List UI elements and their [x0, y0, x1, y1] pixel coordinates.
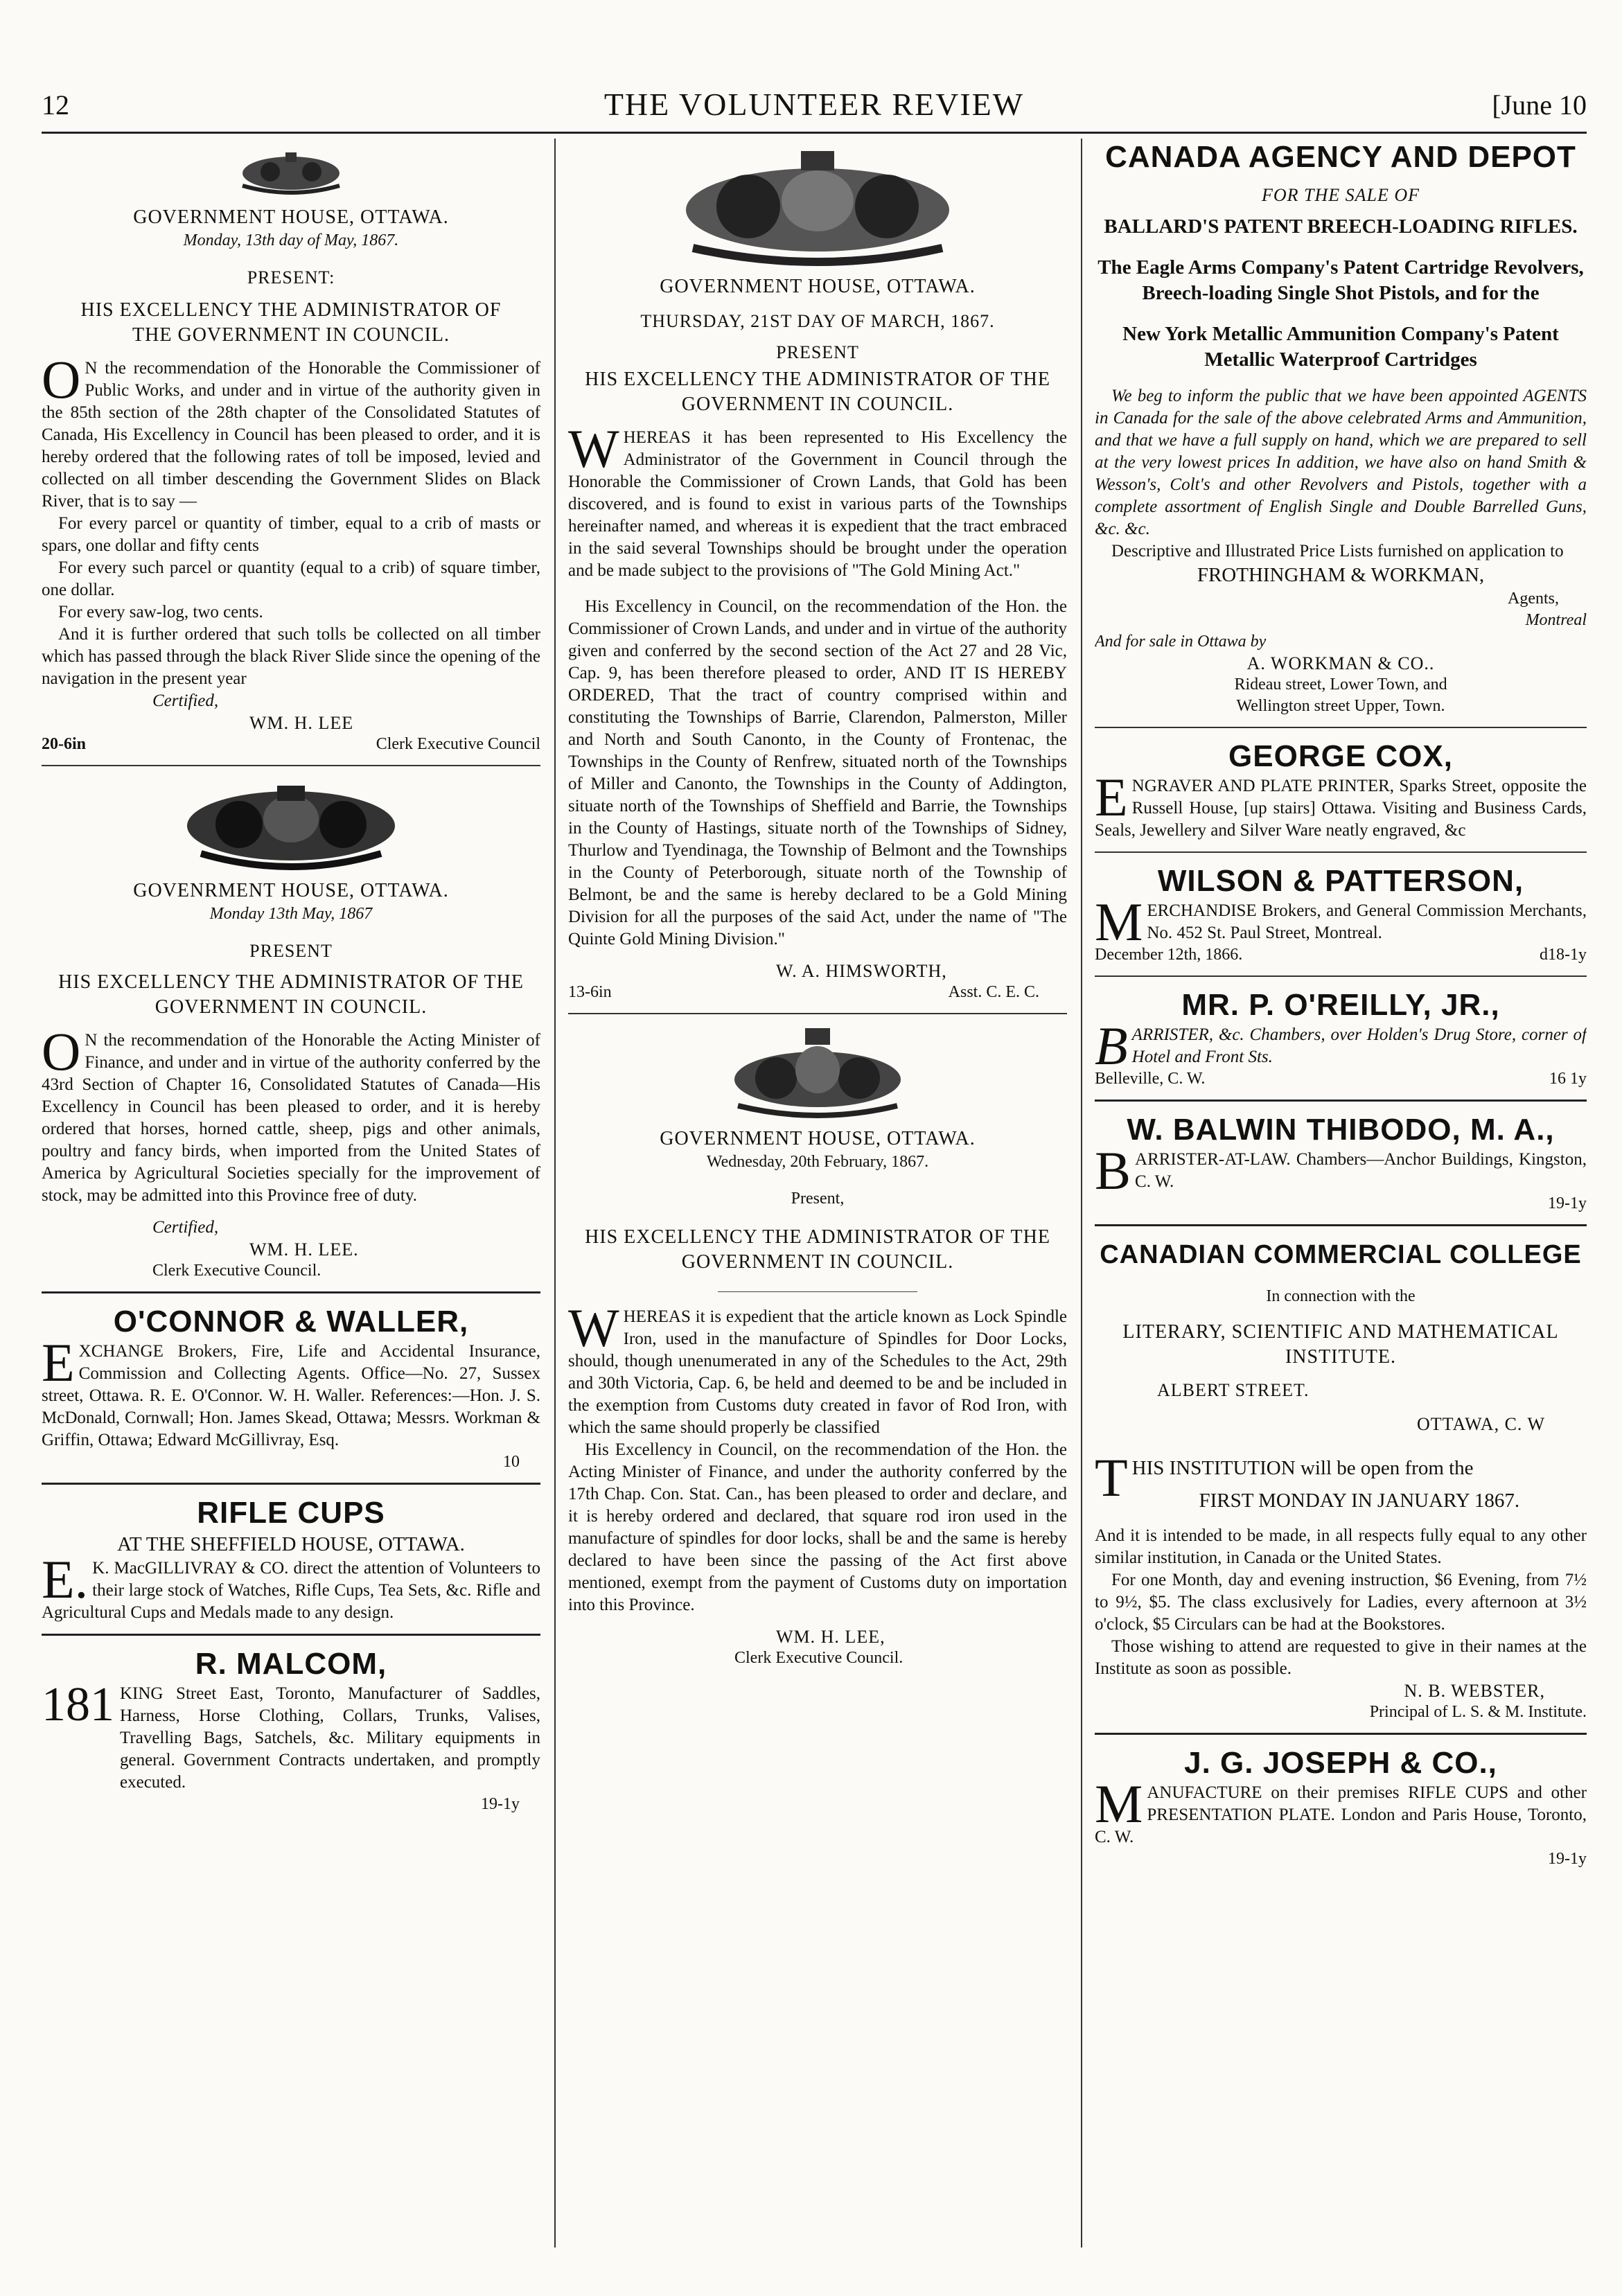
ad-title: CANADIAN COMMERCIAL COLLEGE — [1100, 1240, 1582, 1269]
divider — [1095, 1224, 1587, 1226]
page-header — [42, 83, 1587, 134]
divider — [42, 765, 540, 766]
notice-present: PRESENT — [249, 941, 333, 961]
divider — [42, 1291, 540, 1293]
ad-ref: 16 1y — [1549, 1070, 1587, 1088]
notice-rate: For every parcel or quantity of timber, equal to a crib of masts or spars, one dollar and fifty cents — [42, 514, 540, 555]
ad-title: WILSON & PATTERSON, — [1157, 864, 1524, 898]
ad-body: MERCHANDISE Brokers, and General Commission Merchants, No. 452 St. Paul Street, Montreal. — [1095, 892, 1587, 952]
ad-body: Descriptive and Illustrated Price Lists furnished on application to — [1111, 542, 1564, 560]
notice-signer-title: Clerk Executive Council. — [152, 1262, 321, 1280]
ad-body: We beg to inform the public that we have been appointed AGENTS in Canada for the sale of the above celebrated Arms and Ammunition, and that we have a full supply on hand, which we are prepared to sell at the very lowest prices In addition, we have also on hand Smith & Wesson's, Colt's and other Revolvers and Pistols, together with a complete assortment of English Single and Double Barrelled Guns, &c. &c. — [1095, 387, 1587, 538]
royal-arms-emblem-icon — [42, 144, 540, 200]
notice-present: PRESENT — [776, 342, 859, 362]
ad-agents: Agents, — [1508, 590, 1559, 608]
divider — [42, 1483, 540, 1485]
notice-certified: Certified, — [152, 691, 219, 710]
ad-place: Belleville, C. W. — [1095, 1070, 1206, 1088]
page-number: 12 — [42, 89, 69, 121]
notice-present: Present, — [791, 1190, 845, 1208]
divider — [1095, 975, 1587, 977]
notice-signer: WM. H. LEE — [249, 713, 354, 733]
ad-opening: FIRST MONDAY IN JANUARY 1867. — [1199, 1490, 1520, 1512]
ad-signer-title: Principal of L. S. & M. Institute. — [1369, 1703, 1587, 1721]
notice-certified: Certified, — [152, 1218, 219, 1237]
notice-body: And it is further ordered that such tolls be collected on all timber which has passed through the black River Slide since the opening of the navigation in the present year — [42, 625, 540, 688]
ad-rifle-cups — [42, 1494, 540, 1624]
notice-signer-title: Asst. C. E. C. — [948, 983, 1039, 1001]
column-2 — [568, 139, 1067, 2248]
divider — [42, 1634, 540, 1636]
column-divider — [554, 139, 556, 2248]
divider — [1095, 1733, 1587, 1735]
ad-title: R. MALCOM, — [195, 1647, 387, 1681]
notice-ref: 20-6in — [42, 735, 87, 753]
ad-commercial-college — [1095, 1236, 1587, 1723]
ad-canada-agency — [1095, 139, 1587, 717]
divider — [1095, 851, 1587, 853]
ad-joseph — [1095, 1745, 1587, 1870]
divider — [568, 1013, 1067, 1014]
ad-title: MR. P. O'REILLY, JR., — [1181, 988, 1500, 1022]
ad-line: LITERARY, SCIENTIFIC AND MATHEMATICAL INSTITUTE. — [1122, 1321, 1559, 1368]
notice-place: GOVERNMENT HOUSE, OTTAWA. — [660, 276, 976, 297]
ad-line: New York Metallic Ammunition Company's Patent Metallic Waterproof Cartridges — [1122, 323, 1559, 371]
royal-arms-emblem-icon — [568, 144, 1067, 269]
ad-ref: 10 — [503, 1453, 520, 1471]
notice-place: GOVERNMENT HOUSE, OTTAWA. — [133, 206, 449, 228]
ad-firm: FROTHINGHAM & WORKMAN, — [1197, 564, 1485, 586]
column-3 — [1095, 139, 1587, 2248]
notice-body: WHEREAS it is expedient that the article known as Lock Spindle Iron, used in the manufacture of Spindles for Door Locks, should, though unenumerated in any of the Schedules to the Act, 29th and 30th Victoria, Cap. 6, be held and deemed to be and be included in the exemption from Customs duty created in favor of Rod Iron, with which the same should properly be classified — [568, 1298, 1067, 1437]
notice-date: Wednesday, 20th February, 1867. — [706, 1153, 929, 1171]
notice-date: THURSDAY, 21ST DAY OF MARCH, 1867. — [640, 311, 995, 331]
ad-oreilly — [1095, 987, 1587, 1090]
notice-black-river-tolls — [42, 144, 540, 755]
ad-body: For one Month, day and evening instruction, $6 Evening, from 7½ to 9½, $5. The class exclusively for Ladies, every afternoon at 3½ o'clock, $5 Circulars can be had at the Bookstores. — [1095, 1571, 1587, 1634]
ad-body: Those wishing to attend are requested to give in their names at the Institute as soon as possible. — [1095, 1637, 1587, 1678]
ad-street: ALBERT STREET. — [1157, 1380, 1310, 1400]
notice-body: His Excellency in Council, on the recommendation of the Hon. the Commissioner of Crown Lands, and under and in virtue of the authority given and conferred by the second section of the Act 27 and 28 Vic, Cap. 9, has been therefore pleased to order, AND IT IS HEREBY ORDERED, That the tract of country comprised within and constituting the Townships of Barrie, Clarendon, Palmerston, Miller and North and South Canonto, in the County of Frontenac, the Townships in the County of Renfrew, situated north of the Townships of Miller and Canonto, the Townships in the County of Addington, situate north of the Townships of Sheffield and Barrie, the Townships in the County of Hastings, situate north of the Townships of Sidney, Thurlow and Tyendinaga, the Township of Belmont and the Townships in the County of Peterborough, situate north of the Township of Belmont, be and the same is hereby declared to be a Gold Mining Division for all the purposes of the said Act, under the name of "The Quinte Gold Mining Division." — [568, 597, 1067, 948]
notice-heading: HIS EXCELLENCY THE ADMINISTRATOR OF THE GOVERNMENT IN COUNCIL. — [585, 369, 1050, 415]
notice-rate: For every saw-log, two cents. — [58, 603, 263, 621]
ad-city: OTTAWA, C. W — [1417, 1414, 1545, 1434]
masthead-title: THE VOLUNTEER REVIEW — [603, 87, 1025, 122]
ad-body: MANUFACTURE on their premises RIFLE CUPS and other PRESENTATION PLATE. London and Paris House, Toronto, C. W. — [1095, 1774, 1587, 1846]
ad-title: CANADA AGENCY AND DEPOT — [1105, 140, 1576, 174]
ad-address: Wellington street Upper, Town. — [1236, 697, 1445, 715]
column-1 — [42, 139, 540, 2248]
ad-wilson-patterson — [1095, 863, 1587, 966]
ad-thibodo — [1095, 1111, 1587, 1215]
notice-signer-title: Clerk Executive Council. — [734, 1649, 903, 1667]
ad-firm: A. WORKMAN & CO.. — [1246, 653, 1435, 673]
notice-lock-spindle-iron — [568, 1024, 1067, 1669]
ad-street-number: 181 — [42, 1678, 114, 1731]
ad-for-sale: FOR THE SALE OF — [1261, 185, 1420, 205]
ad-subtitle: AT THE SHEFFIELD HOUSE, OTTAWA. — [117, 1533, 465, 1555]
ad-ref: 19-1y — [1548, 1194, 1587, 1212]
ad-george-cox — [1095, 738, 1587, 842]
notice-body: WHEREAS it has been represented to His Excellency the Administrator of the Government in Council through the Honorable the Commissioner of Crown Lands, that Gold has been discovered, and is found to exist in various parts of the Townships hereinafter named, and whereas it is expedient that the tract embraced in the said several Townships should be brought under the operation and be made subject to the provisions of "The Gold Mining Act." — [568, 418, 1067, 580]
ad-body: KING Street East, Toronto, Manufacturer of Saddles, Harness, Horse Clothing, Collars, Trunks, Valises, Travelling Bags, Satchels, &c. Military equipments in general. Government Contracts undertaken, and promptly executed. — [120, 1684, 540, 1792]
notice-signer: WM. H. LEE. — [249, 1239, 359, 1260]
ad-title: RIFLE CUPS — [197, 1496, 385, 1530]
ad-body: BARRISTER, &c. Chambers, over Holden's Drug Store, corner of Hotel and Front Sts. — [1095, 1016, 1587, 1076]
ad-title: J. G. JOSEPH & CO., — [1184, 1746, 1497, 1780]
ad-ottawa: And for sale in Ottawa by — [1095, 633, 1267, 651]
notice-place: GOVENRMENT HOUSE, OTTAWA. — [133, 880, 449, 901]
ad-ref: 19-1y — [1548, 1850, 1587, 1868]
ad-line: The Eagle Arms Company's Patent Cartridge Revolvers, Breech-loading Single Shot Pistols, and for the — [1098, 256, 1584, 304]
ad-ref: d18-1y — [1540, 946, 1587, 964]
ad-body: BARRISTER-AT-LAW. Chambers—Anchor Buildings, Kingston, C. W. — [1095, 1140, 1587, 1201]
royal-arms-emblem-icon — [568, 1024, 1067, 1121]
notice-gold-mining — [568, 144, 1067, 1003]
divider — [1095, 1100, 1587, 1102]
divider — [718, 1291, 917, 1292]
ad-ref: 19-1y — [481, 1795, 520, 1813]
ad-body: ENGRAVER AND PLATE PRINTER, Sparks Street, opposite the Russell House, [up stairs] Ottawa. Visiting and Business Cards, Seals, Jewellery and Silver Ware neatly engraved, &c — [1095, 767, 1587, 840]
notice-place: GOVERNMENT HOUSE, OTTAWA. — [660, 1128, 976, 1149]
notice-heading: HIS EXCELLENCY THE ADMINISTRATOR OF THE GOVERNMENT IN COUNCIL. — [80, 299, 502, 346]
notice-signer: WM. H. LEE, — [776, 1627, 885, 1647]
ad-oconnor-waller — [42, 1303, 540, 1473]
ad-line: BALLARD'S PATENT BREECH-LOADING RIFLES. — [1104, 215, 1578, 238]
notice-livestock-duty — [42, 776, 540, 1282]
ad-body: THIS INSTITUTION will be open from the — [1095, 1447, 1474, 1508]
ad-malcom — [42, 1645, 540, 1815]
ad-title: O'CONNOR & WALLER, — [113, 1305, 469, 1339]
notice-present: PRESENT: — [247, 267, 335, 288]
notice-heading: HIS EXCELLENCY THE ADMINISTRATOR OF THE GOVERNMENT IN COUNCIL. — [585, 1226, 1050, 1273]
notice-heading: HIS EXCELLENCY THE ADMINISTRATOR OF THE GOVERNMENT IN COUNCIL. — [58, 971, 524, 1018]
notice-date: Monday 13th May, 1867 — [209, 905, 373, 923]
notice-date: Monday, 13th day of May, 1867. — [183, 231, 399, 249]
ad-body: And it is intended to be made, in all respects fully equal to any other similar institution, in Canada or the United States. — [1095, 1526, 1587, 1567]
ad-title: W. BALWIN THIBODO, M. A., — [1127, 1113, 1555, 1147]
column-divider — [1081, 139, 1082, 2248]
ad-address: Rideau street, Lower Town, and — [1234, 675, 1447, 694]
ad-date: December 12th, 1866. — [1095, 946, 1243, 964]
ad-city: Montreal — [1525, 611, 1587, 629]
notice-ref: 13-6in — [568, 983, 612, 1001]
ad-body: EXCHANGE Brokers, Fire, Life and Accidental Insurance, Commission and Collecting Agents. Office—No. 27, Sussex street, Ottawa. R. E. O'Connor. W. H. Waller. References:—Hon. J. S. McDonald, Cornwall; Hon. James Skead, Ottawa; Messrs. Workman & Griffin, Ottawa; Edward McGillivray, Esq. — [42, 1332, 540, 1449]
notice-signer: W. A. HIMSWORTH, — [776, 961, 947, 981]
royal-arms-emblem-icon — [42, 776, 540, 873]
ad-body: E.K. MacGILLIVRAY & CO. direct the attention of Volunteers to their large stock of Watches, Rifle Cups, Tea Sets, &c. Rifle and Agricultural Cups and Medals made to any design. — [42, 1549, 540, 1622]
notice-body: His Excellency in Council, on the recommendation of the Hon. the Acting Minister of Finance, and under the authority conferred by the 17th Chap. Con. Stat. Can., has been pleased to order and declare, and it is hereby ordered and declared, that square rod iron used in the manufacture of spindles for door locks, shall be and the same is hereby declared to have been since the passing of the Act first above mentioned, exempt from the payment of Customs duty on importation into this Province. — [568, 1440, 1067, 1614]
ad-line: In connection with the — [1266, 1287, 1416, 1305]
notice-signer-title: Clerk Executive Council — [376, 735, 540, 753]
divider — [1095, 727, 1587, 728]
ad-signer: N. B. WEBSTER, — [1404, 1681, 1545, 1701]
notice-rate: For every such parcel or quantity (equal to a crib) of square timber, one dollar. — [42, 558, 540, 599]
ad-title: GEORGE COX, — [1228, 739, 1453, 773]
notice-body: ON the recommendation of the Honorable the Acting Minister of Finance, and under and in virtue of the authority conferred by the 43rd Section of Chapter 16, Consolidated Statutes of Canada—His Excellency in Council has been pleased to order, and it is hereby ordered that horses, horned cattle, sheep, pigs and other animals, poultry and fancy birds, when imported from the United States of America by Agricultural Societies specially for the improvement of stock, may be admitted into this Province free of duty. — [42, 1021, 540, 1205]
notice-body: ON the recommendation of the Honorable the Commissioner of Public Works, and under and in virtue of the authority given in the 85th section of the 28th chapter of the Consolidated Statutes of Canada, His Excellency in Council has been pleased to order, and it is hereby ordered that the following rates of toll be imposed, levied and collected on all timber descending the Government Slides on Black River, that is to say — — [42, 349, 540, 511]
issue-date: [June 10 — [1492, 89, 1587, 121]
